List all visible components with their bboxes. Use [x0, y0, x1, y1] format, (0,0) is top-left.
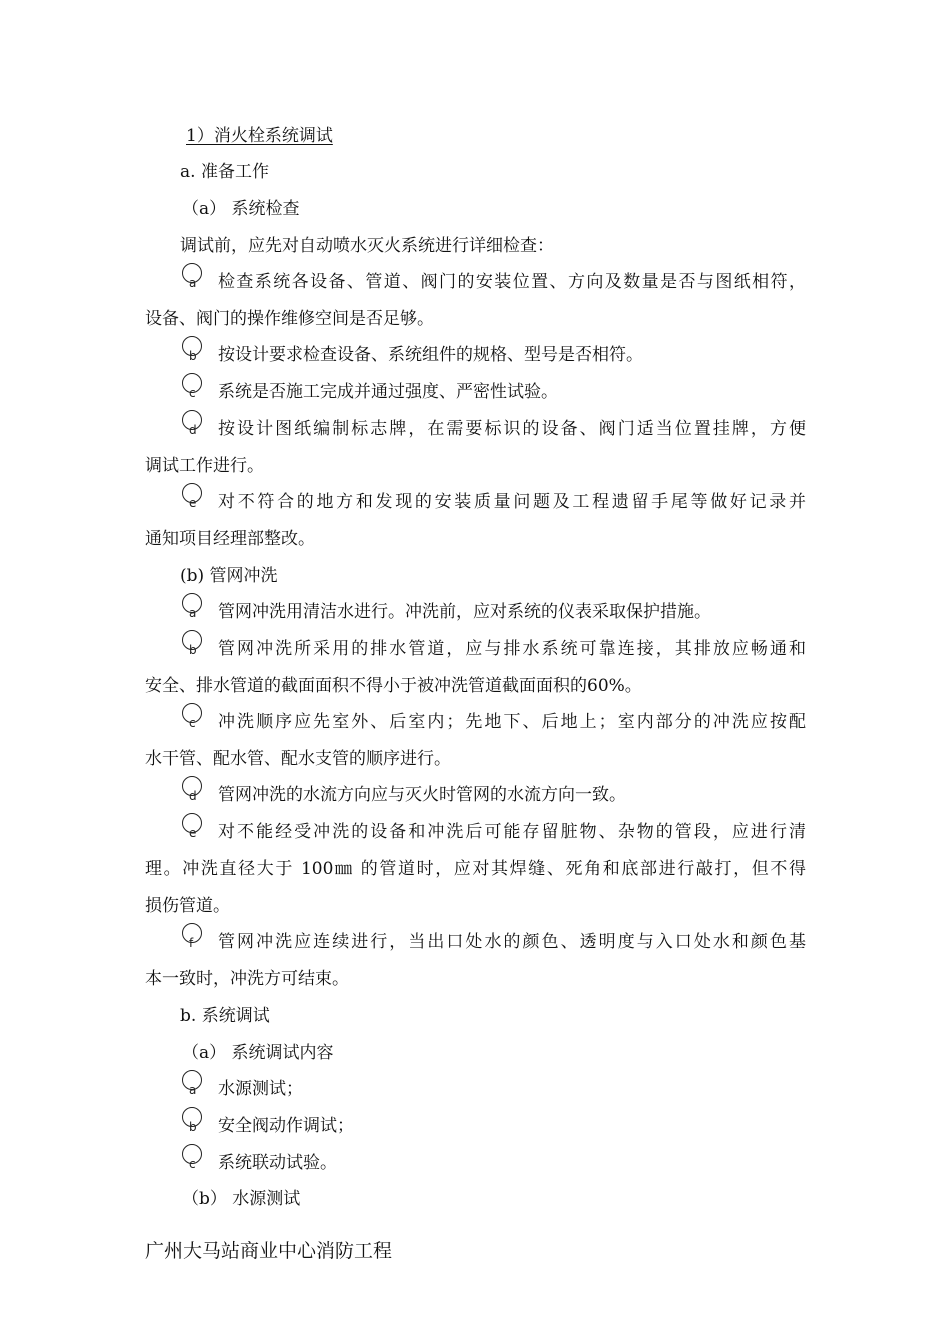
list-item-line: 安全阀动作调试； — [218, 1116, 354, 1136]
list-marker-icon: f — [180, 923, 206, 953]
list-marker-icon: a — [180, 593, 206, 623]
list-marker-icon: b — [180, 336, 206, 366]
item-b-a-title: （a） 系统调试内容 — [182, 1043, 334, 1063]
list-item-line: 损伤管道。 — [145, 896, 230, 916]
list-marker-icon: c — [180, 703, 206, 733]
check-intro: 调试前，应先对自动喷水灭火系统进行详细检查： — [180, 236, 554, 256]
list-item-line: 按设计图纸编制标志牌，在需要标识的设备、阀门适当位置挂牌，方便 — [218, 419, 806, 439]
section-title: 1）消火栓系统调试 — [186, 126, 333, 146]
list-item-line: 水干管、配水管、配水支管的顺序进行。 — [145, 749, 451, 769]
list-item-line: 对不能经受冲洗的设备和冲洗后可能存留脏物、杂物的管段，应进行清 — [218, 822, 806, 842]
list-item-line: 管网冲洗的水流方向应与灭火时管网的水流方向一致。 — [218, 785, 626, 805]
page-footer: 广州大马站商业中心消防工程 — [145, 1240, 393, 1262]
list-marker-icon: b — [180, 630, 206, 660]
list-marker-icon: b — [180, 1107, 206, 1137]
list-item-line: 按设计要求检查设备、系统组件的规格、型号是否相符。 — [218, 345, 643, 365]
list-item-line: 检查系统各设备、管道、阀门的安装位置、方向及数量是否与图纸相符， — [218, 272, 806, 292]
list-marker-icon: e — [180, 813, 206, 843]
list-item-line: 通知项目经理部整改。 — [145, 529, 315, 549]
list-item-line: 管网冲洗应连续进行，当出口处水的颜色、透明度与入口处水和颜色基 — [218, 932, 806, 952]
list-item-line: 冲洗顺序应先室外、后室内；先地下、后地上；室内部分的冲洗应按配 — [218, 712, 806, 732]
subsection-a-title: a. 准备工作 — [180, 162, 269, 182]
list-marker-icon: d — [180, 410, 206, 440]
list-marker-icon: e — [180, 483, 206, 513]
list-item-line: 对不符合的地方和发现的安装质量问题及工程遗留手尾等做好记录并 — [218, 492, 806, 512]
list-item-line: 设备、阀门的操作维修空间是否足够。 — [145, 309, 434, 329]
list-marker-icon: a — [180, 263, 206, 293]
item-a-title: （a） 系统检查 — [182, 199, 300, 219]
item-b-title: (b) 管网冲洗 — [180, 566, 278, 586]
list-marker-icon: a — [180, 1070, 206, 1100]
list-item-line: 本一致时，冲洗方可结束。 — [145, 969, 349, 989]
subsection-b-title: b. 系统调试 — [180, 1006, 270, 1026]
list-item-line: 系统是否施工完成并通过强度、严密性试验。 — [218, 382, 558, 402]
list-item-line: 调试工作进行。 — [145, 456, 264, 476]
item-b-b-title: （b） 水源测试 — [182, 1189, 301, 1209]
list-marker-icon: c — [180, 373, 206, 403]
list-item-line: 系统联动试验。 — [218, 1153, 337, 1173]
list-item-line: 管网冲洗所采用的排水管道，应与排水系统可靠连接，其排放应畅通和 — [218, 639, 806, 659]
list-item-line: 安全、排水管道的截面面积不得小于被冲洗管道截面面积的60%。 — [145, 676, 642, 696]
list-marker-icon: c — [180, 1144, 206, 1174]
list-item-line: 理。冲洗直径大于 100㎜ 的管道时，应对其焊缝、死角和底部进行敲打，但不得 — [145, 859, 806, 879]
list-marker-icon: d — [180, 776, 206, 806]
list-item-line: 水源测试； — [218, 1079, 303, 1099]
list-item-line: 管网冲洗用清洁水进行。冲洗前，应对系统的仪表采取保护措施。 — [218, 602, 711, 622]
